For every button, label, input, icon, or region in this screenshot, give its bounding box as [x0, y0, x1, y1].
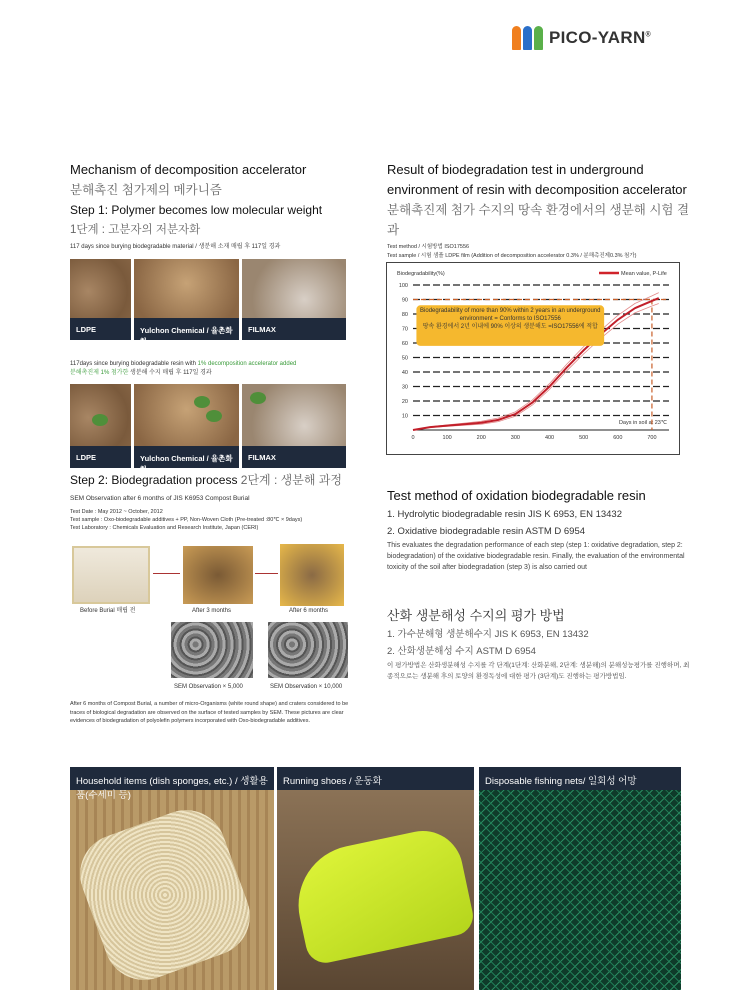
arrow-icon [153, 573, 180, 574]
photo-yulchon-2: Yulchon Chemical / 율촌화학 [134, 384, 239, 468]
x-tick-label: 100 [442, 435, 452, 441]
oxidation-paragraph-ko: 이 평가방법은 산화생분해성 수지를 각 단계(1단계: 산화분해, 2단계: 생분해)의 분해성능평가를 진행하며, 최종적으로는 생분해 후의 토양의 환경독성에 대한 평가 (3단계)도 진행하는 평가방법임. [387, 662, 690, 680]
legend-label: Mean value, P-Life [621, 271, 667, 277]
y-tick-label: 90 [401, 297, 408, 304]
step1-title-ko: 1단계 : 고분자의 저분자화 [70, 224, 201, 236]
y-tick-label: 50 [401, 355, 408, 362]
mechanism-title: Mechanism of decomposition accelerator [70, 162, 307, 177]
test-date: Test Date : May 2012 ~ October, 2012 [70, 509, 163, 515]
photo-yulchon-1: Yulchon Chemical / 율촌화학 [134, 259, 239, 340]
nets-photo [479, 790, 681, 990]
panel-label: Household items (dish sponges, etc.) / 생활용품(수세미 등) [70, 767, 274, 790]
photo-filmax-1: FILMAX [242, 259, 346, 340]
x-tick-label: 500 [579, 435, 589, 441]
y-tick-label: 30 [401, 384, 408, 391]
oxidation-title: Test method of oxidation biodegradable resin [387, 488, 646, 503]
oxidation-item-ko: 2. 산화생분해성 수지 ASTM D 6954 [387, 646, 536, 657]
result-title-line1: Result of biodegradation test in underground [387, 162, 644, 177]
sem-title: SEM Observation after 6 months of JIS K6953 Compost Burial [70, 495, 250, 502]
sem-label: SEM Observation × 10,000 [270, 684, 343, 690]
stage-label: Before Burial 매립 전 [80, 608, 136, 614]
step2-title: Step 2: Biodegradation process 2단계 : 생분해 과정 [70, 473, 342, 487]
sem-image-5000 [171, 622, 253, 678]
caption-1: 117 days since burying biodegradable material / 생분해 소재 매립 후 117일 경과 [70, 244, 281, 250]
shoes-photo [277, 790, 474, 990]
test-method: Test method / 시험방법 ISO17556 [387, 244, 470, 250]
test-sample-right: Test sample / 시험 샘플 LDPE film (Addition of decomposition accelerator 0.3% / 분해촉진제0.3% 첨가) [387, 253, 637, 259]
panel-shoes [277, 767, 474, 990]
y-tick-label: 10 [401, 413, 408, 420]
result-section [387, 160, 697, 261]
photo-ldpe-1: LDPE [70, 259, 131, 340]
stage-label: After 6 months [289, 608, 329, 614]
y-tick-label: 60 [401, 341, 408, 347]
result-title-line2: environment of resin with decomposition accelerator [387, 182, 687, 197]
x-tick-label: 400 [544, 435, 555, 441]
stage-label: After 3 months [192, 608, 232, 614]
mechanism-title-ko: 분해촉진 첨가제의 메카니즘 [70, 183, 222, 197]
sample-before-burial [72, 546, 150, 604]
panel-fishing-nets [479, 767, 681, 990]
logo-mark-icon [512, 26, 543, 50]
biodegradability-chart [386, 262, 680, 455]
annotation-text: Biodegradability of more than 90% within 2 years in an underground environment = Conforms to ISO17556땅속 환경에서 2년 이내에 90% 이상의 생분해도 =ISO17556에 적합 [420, 308, 601, 331]
x-tick-label: 300 [510, 435, 520, 441]
arrow-icon [255, 573, 278, 574]
y-tick-label: 80 [401, 312, 408, 318]
result-title-ko: 분해촉진제 첨가 수지의 땅속 환경에서의 생분해 시험 결과 [387, 203, 690, 237]
x-tick-label: 0 [411, 435, 415, 441]
y-tick-label: 100 [398, 283, 408, 289]
step1-title: Step 1: Polymer becomes low molecular weight [70, 203, 323, 217]
oxidation-section [387, 486, 692, 573]
brand-name: PICO-YARN® [549, 28, 652, 47]
photo-filmax-2: FILMAX [242, 384, 346, 468]
oxidation-item: 2. Oxidative biodegradable resin ASTM D 6954 [387, 526, 586, 537]
y-tick-label: 40 [401, 370, 408, 376]
y-axis-label: Biodegradability(%) [397, 271, 445, 277]
x-tick-label: 700 [647, 435, 657, 441]
oxidation-item-ko: 1. 가수분해형 생분해수지 JIS K 6953, EN 13432 [387, 629, 589, 640]
oxidation-title-ko: 산화 생분해성 수지의 평가 방법 [387, 608, 565, 623]
x-tick-label: 600 [613, 435, 623, 441]
photo-ldpe-2: LDPE [70, 384, 131, 468]
sample-after-6-months [280, 544, 344, 606]
sample-after-3-months [183, 546, 253, 604]
panel-label: Disposable fishing nets/ 일회성 어망 [479, 767, 681, 790]
oxidation-section-ko [387, 606, 692, 682]
x-tick-label: 200 [476, 435, 486, 441]
x-axis-label: Days in soil at 23℃ [618, 420, 667, 426]
y-tick-label: 20 [401, 399, 408, 405]
test-lab: Test Laboratory : Chemicals Evaluation and Research Institute, Japan (CERI) [70, 525, 259, 531]
caption-2: 117days since burying biodegradable resin with 1% decomposition accelerator added 분해촉진제 1% 첨가한 생분해 수지 매립 후 117일 경과 [70, 361, 297, 376]
test-sample: Test sample : Oxo-biodegradable additives + PP, Non-Woven Cloth (Pre-treated :80℃ × 9days) [70, 517, 303, 523]
left-section [70, 160, 350, 252]
sem-label: SEM Observation × 5,000 [174, 684, 243, 690]
panel-label: Running shoes / 운동화 [277, 767, 474, 790]
sem-image-10000 [268, 622, 348, 678]
brand-logo [512, 26, 651, 50]
oxidation-paragraph: This evaluates the degradation performance of each step (step 1: oxidative degradation, step 2: biodegradation) of the oxidative biodegradable resin. Finally, the evaluation of the environmental toxicity of the soil after biodegradation (step 3) is also carried out [387, 542, 685, 571]
sem-footnote: After 6 months of Compost Burial, a number of micro-Organisms (white round shape) and craters considered to be traces of biological degradation are observed on the surface of tested samples by SEM. These pictures are clear evidences of biodegradation of polyolefin polymers incorporated with Oxo-biodegradable additives. [70, 701, 349, 724]
sponge-photo [70, 790, 274, 990]
y-tick-label: 70 [401, 326, 408, 333]
step2-section [70, 470, 360, 532]
panel-household [70, 767, 274, 990]
oxidation-item: 1. Hydrolytic biodegradable resin JIS K 6953, EN 13432 [387, 509, 622, 520]
chart-svg [387, 263, 679, 454]
